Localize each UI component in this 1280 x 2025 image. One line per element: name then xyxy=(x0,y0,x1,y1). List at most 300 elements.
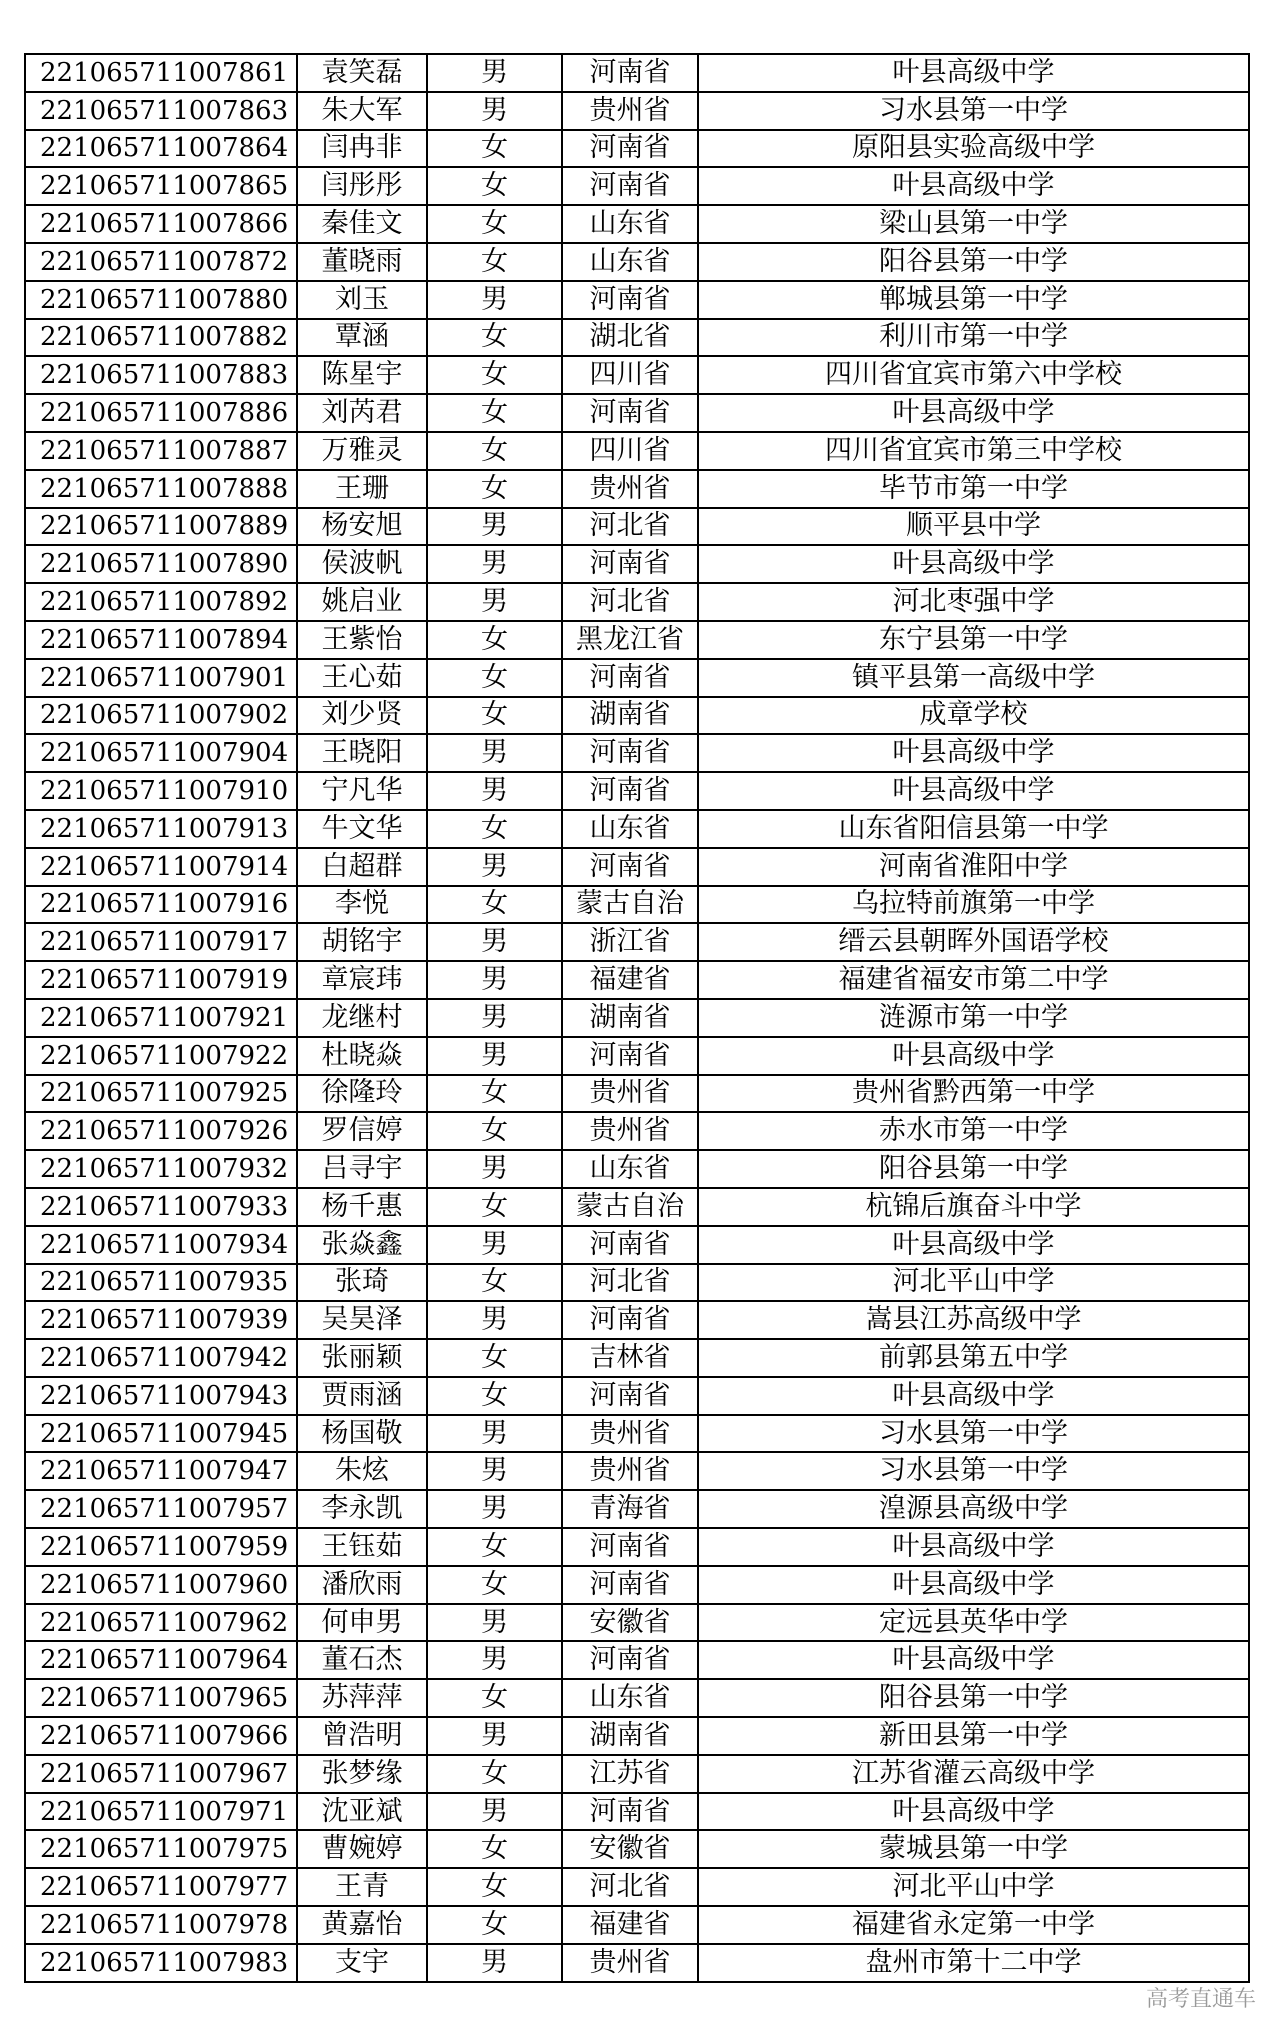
name-cell: 潘欣雨 xyxy=(297,1566,427,1604)
exam-number-cell: 221065711007883 xyxy=(25,356,297,394)
table-row xyxy=(25,1264,1249,1302)
exam-number-cell: 221065711007914 xyxy=(25,848,297,886)
gender-cell: 女 xyxy=(427,1868,562,1906)
gender-cell: 女 xyxy=(427,659,562,697)
table-row xyxy=(25,1150,1249,1188)
gender-cell: 女 xyxy=(427,356,562,394)
province-cell: 吉林省 xyxy=(562,1339,698,1377)
school-cell: 湟源县高级中学 xyxy=(698,1490,1249,1528)
province-cell: 湖南省 xyxy=(562,697,698,735)
school-cell: 河北平山中学 xyxy=(698,1868,1249,1906)
province-cell: 河北省 xyxy=(562,1264,698,1302)
province-cell: 河南省 xyxy=(562,1566,698,1604)
school-cell: 叶县高级中学 xyxy=(698,1377,1249,1415)
name-cell: 张琦 xyxy=(297,1264,427,1302)
exam-number-cell: 221065711007977 xyxy=(25,1868,297,1906)
exam-number-cell: 221065711007913 xyxy=(25,810,297,848)
province-cell: 河南省 xyxy=(562,1641,698,1679)
gender-cell: 女 xyxy=(427,1112,562,1150)
name-cell: 朱炫 xyxy=(297,1452,427,1490)
name-cell: 吴昊泽 xyxy=(297,1301,427,1339)
exam-number-cell: 221065711007872 xyxy=(25,243,297,281)
name-cell: 董石杰 xyxy=(297,1641,427,1679)
gender-cell: 女 xyxy=(427,470,562,508)
gender-cell: 男 xyxy=(427,1717,562,1755)
province-cell: 河北省 xyxy=(562,1868,698,1906)
name-cell: 曹婉婷 xyxy=(297,1830,427,1868)
name-cell: 白超群 xyxy=(297,848,427,886)
table-row xyxy=(25,659,1249,697)
gender-cell: 男 xyxy=(427,1944,562,1982)
name-cell: 杜晓焱 xyxy=(297,1037,427,1075)
name-cell: 袁笑磊 xyxy=(297,54,427,92)
table-row xyxy=(25,243,1249,281)
school-cell: 涟源市第一中学 xyxy=(698,999,1249,1037)
school-cell: 叶县高级中学 xyxy=(698,1037,1249,1075)
province-cell: 河南省 xyxy=(562,130,698,168)
school-cell: 新田县第一中学 xyxy=(698,1717,1249,1755)
gender-cell: 女 xyxy=(427,167,562,205)
exam-number-cell: 221065711007864 xyxy=(25,130,297,168)
province-cell: 河南省 xyxy=(562,1301,698,1339)
table-row xyxy=(25,1793,1249,1831)
province-cell: 河北省 xyxy=(562,508,698,546)
table-row xyxy=(25,1226,1249,1264)
table-row xyxy=(25,1112,1249,1150)
exam-number-cell: 221065711007921 xyxy=(25,999,297,1037)
gender-cell: 女 xyxy=(427,1755,562,1793)
gender-cell: 女 xyxy=(427,1075,562,1113)
name-cell: 王珊 xyxy=(297,470,427,508)
gender-cell: 男 xyxy=(427,1641,562,1679)
table-row xyxy=(25,281,1249,319)
province-cell: 山东省 xyxy=(562,1679,698,1717)
school-cell: 习水县第一中学 xyxy=(698,1415,1249,1453)
name-cell: 黄嘉怡 xyxy=(297,1906,427,1944)
table-row xyxy=(25,92,1249,130)
exam-number-cell: 221065711007960 xyxy=(25,1566,297,1604)
school-cell: 四川省宜宾市第三中学校 xyxy=(698,432,1249,470)
gender-cell: 女 xyxy=(427,697,562,735)
table-row xyxy=(25,1604,1249,1642)
province-cell: 蒙古自治 xyxy=(562,886,698,924)
name-cell: 胡铭宇 xyxy=(297,923,427,961)
table-row xyxy=(25,130,1249,168)
exam-number-cell: 221065711007890 xyxy=(25,545,297,583)
gender-cell: 男 xyxy=(427,772,562,810)
exam-number-cell: 221065711007865 xyxy=(25,167,297,205)
exam-number-cell: 221065711007922 xyxy=(25,1037,297,1075)
exam-number-cell: 221065711007978 xyxy=(25,1906,297,1944)
school-cell: 梁山县第一中学 xyxy=(698,205,1249,243)
name-cell: 李永凯 xyxy=(297,1490,427,1528)
name-cell: 沈亚斌 xyxy=(297,1793,427,1831)
name-cell: 杨安旭 xyxy=(297,508,427,546)
table-row xyxy=(25,54,1249,92)
province-cell: 黑龙江省 xyxy=(562,621,698,659)
province-cell: 河南省 xyxy=(562,1226,698,1264)
province-cell: 湖南省 xyxy=(562,999,698,1037)
table-row xyxy=(25,1944,1249,1982)
table-row xyxy=(25,1868,1249,1906)
table-row xyxy=(25,810,1249,848)
exam-number-cell: 221065711007919 xyxy=(25,961,297,999)
name-cell: 张丽颖 xyxy=(297,1339,427,1377)
gender-cell: 男 xyxy=(427,1301,562,1339)
exam-number-cell: 221065711007947 xyxy=(25,1452,297,1490)
province-cell: 河南省 xyxy=(562,54,698,92)
exam-number-cell: 221065711007942 xyxy=(25,1339,297,1377)
name-cell: 王心茹 xyxy=(297,659,427,697)
table-body xyxy=(25,54,1249,1982)
gender-cell: 男 xyxy=(427,1452,562,1490)
table-row xyxy=(25,848,1249,886)
name-cell: 秦佳文 xyxy=(297,205,427,243)
admission-table xyxy=(24,53,1250,1983)
name-cell: 朱大军 xyxy=(297,92,427,130)
name-cell: 王晓阳 xyxy=(297,734,427,772)
exam-number-cell: 221065711007967 xyxy=(25,1755,297,1793)
exam-number-cell: 221065711007886 xyxy=(25,394,297,432)
gender-cell: 女 xyxy=(427,1339,562,1377)
table-row xyxy=(25,508,1249,546)
exam-number-cell: 221065711007943 xyxy=(25,1377,297,1415)
school-cell: 河南省淮阳中学 xyxy=(698,848,1249,886)
gender-cell: 女 xyxy=(427,1830,562,1868)
table-row xyxy=(25,1415,1249,1453)
exam-number-cell: 221065711007892 xyxy=(25,583,297,621)
name-cell: 刘少贤 xyxy=(297,697,427,735)
gender-cell: 女 xyxy=(427,810,562,848)
gender-cell: 男 xyxy=(427,1604,562,1642)
exam-number-cell: 221065711007983 xyxy=(25,1944,297,1982)
school-cell: 叶县高级中学 xyxy=(698,772,1249,810)
school-cell: 叶县高级中学 xyxy=(698,394,1249,432)
province-cell: 河南省 xyxy=(562,281,698,319)
gender-cell: 男 xyxy=(427,848,562,886)
exam-number-cell: 221065711007888 xyxy=(25,470,297,508)
school-cell: 叶县高级中学 xyxy=(698,54,1249,92)
gender-cell: 男 xyxy=(427,923,562,961)
school-cell: 贵州省黔西第一中学 xyxy=(698,1075,1249,1113)
exam-number-cell: 221065711007901 xyxy=(25,659,297,697)
province-cell: 青海省 xyxy=(562,1490,698,1528)
exam-number-cell: 221065711007957 xyxy=(25,1490,297,1528)
exam-number-cell: 221065711007863 xyxy=(25,92,297,130)
province-cell: 贵州省 xyxy=(562,1112,698,1150)
province-cell: 湖南省 xyxy=(562,1717,698,1755)
school-cell: 习水县第一中学 xyxy=(698,92,1249,130)
gender-cell: 女 xyxy=(427,1566,562,1604)
name-cell: 宁凡华 xyxy=(297,772,427,810)
table-row xyxy=(25,1339,1249,1377)
gender-cell: 女 xyxy=(427,319,562,357)
name-cell: 牛文华 xyxy=(297,810,427,848)
province-cell: 安徽省 xyxy=(562,1830,698,1868)
gender-cell: 男 xyxy=(427,281,562,319)
exam-number-cell: 221065711007965 xyxy=(25,1679,297,1717)
school-cell: 阳谷县第一中学 xyxy=(698,1150,1249,1188)
exam-number-cell: 221065711007934 xyxy=(25,1226,297,1264)
gender-cell: 男 xyxy=(427,999,562,1037)
gender-cell: 男 xyxy=(427,1415,562,1453)
exam-number-cell: 221065711007925 xyxy=(25,1075,297,1113)
exam-number-cell: 221065711007866 xyxy=(25,205,297,243)
exam-number-cell: 221065711007932 xyxy=(25,1150,297,1188)
table-row xyxy=(25,432,1249,470)
gender-cell: 男 xyxy=(427,583,562,621)
name-cell: 侯波帆 xyxy=(297,545,427,583)
province-cell: 河南省 xyxy=(562,1037,698,1075)
table-row xyxy=(25,1906,1249,1944)
gender-cell: 女 xyxy=(427,1264,562,1302)
name-cell: 王紫怡 xyxy=(297,621,427,659)
province-cell: 贵州省 xyxy=(562,1944,698,1982)
table-row xyxy=(25,1830,1249,1868)
table-row xyxy=(25,1452,1249,1490)
name-cell: 何申男 xyxy=(297,1604,427,1642)
exam-number-cell: 221065711007861 xyxy=(25,54,297,92)
name-cell: 万雅灵 xyxy=(297,432,427,470)
gender-cell: 女 xyxy=(427,205,562,243)
name-cell: 贾雨涵 xyxy=(297,1377,427,1415)
table-row xyxy=(25,356,1249,394)
school-cell: 阳谷县第一中学 xyxy=(698,1679,1249,1717)
province-cell: 山东省 xyxy=(562,810,698,848)
gender-cell: 女 xyxy=(427,1528,562,1566)
gender-cell: 男 xyxy=(427,92,562,130)
province-cell: 安徽省 xyxy=(562,1604,698,1642)
school-cell: 叶县高级中学 xyxy=(698,1793,1249,1831)
exam-number-cell: 221065711007910 xyxy=(25,772,297,810)
table-row xyxy=(25,772,1249,810)
table-row xyxy=(25,1641,1249,1679)
school-cell: 嵩县江苏高级中学 xyxy=(698,1301,1249,1339)
gender-cell: 女 xyxy=(427,394,562,432)
table-row xyxy=(25,999,1249,1037)
school-cell: 叶县高级中学 xyxy=(698,1528,1249,1566)
exam-number-cell: 221065711007917 xyxy=(25,923,297,961)
province-cell: 四川省 xyxy=(562,356,698,394)
school-cell: 成章学校 xyxy=(698,697,1249,735)
gender-cell: 女 xyxy=(427,130,562,168)
school-cell: 叶县高级中学 xyxy=(698,1566,1249,1604)
school-cell: 前郭县第五中学 xyxy=(698,1339,1249,1377)
province-cell: 河南省 xyxy=(562,1793,698,1831)
table-row xyxy=(25,621,1249,659)
table-row xyxy=(25,394,1249,432)
name-cell: 刘玉 xyxy=(297,281,427,319)
exam-number-cell: 221065711007902 xyxy=(25,697,297,735)
exam-number-cell: 221065711007894 xyxy=(25,621,297,659)
gender-cell: 男 xyxy=(427,734,562,772)
name-cell: 覃涵 xyxy=(297,319,427,357)
school-cell: 叶县高级中学 xyxy=(698,734,1249,772)
exam-number-cell: 221065711007939 xyxy=(25,1301,297,1339)
gender-cell: 女 xyxy=(427,1679,562,1717)
school-cell: 杭锦后旗奋斗中学 xyxy=(698,1188,1249,1226)
name-cell: 曾浩明 xyxy=(297,1717,427,1755)
gender-cell: 男 xyxy=(427,54,562,92)
name-cell: 董晓雨 xyxy=(297,243,427,281)
province-cell: 河北省 xyxy=(562,583,698,621)
school-cell: 江苏省灌云高级中学 xyxy=(698,1755,1249,1793)
province-cell: 湖北省 xyxy=(562,319,698,357)
province-cell: 河南省 xyxy=(562,848,698,886)
gender-cell: 女 xyxy=(427,621,562,659)
gender-cell: 男 xyxy=(427,1150,562,1188)
name-cell: 李悦 xyxy=(297,886,427,924)
exam-number-cell: 221065711007962 xyxy=(25,1604,297,1642)
province-cell: 河南省 xyxy=(562,772,698,810)
exam-number-cell: 221065711007916 xyxy=(25,886,297,924)
name-cell: 杨国敬 xyxy=(297,1415,427,1453)
province-cell: 山东省 xyxy=(562,1150,698,1188)
province-cell: 福建省 xyxy=(562,961,698,999)
gender-cell: 女 xyxy=(427,1377,562,1415)
table-row xyxy=(25,545,1249,583)
school-cell: 赤水市第一中学 xyxy=(698,1112,1249,1150)
province-cell: 贵州省 xyxy=(562,1415,698,1453)
gender-cell: 女 xyxy=(427,432,562,470)
province-cell: 贵州省 xyxy=(562,92,698,130)
school-cell: 叶县高级中学 xyxy=(698,1226,1249,1264)
exam-number-cell: 221065711007935 xyxy=(25,1264,297,1302)
name-cell: 姚启业 xyxy=(297,583,427,621)
gender-cell: 女 xyxy=(427,886,562,924)
exam-number-cell: 221065711007971 xyxy=(25,1793,297,1831)
gender-cell: 男 xyxy=(427,508,562,546)
school-cell: 郸城县第一中学 xyxy=(698,281,1249,319)
school-cell: 阳谷县第一中学 xyxy=(698,243,1249,281)
name-cell: 徐隆玲 xyxy=(297,1075,427,1113)
school-cell: 缙云县朝晖外国语学校 xyxy=(698,923,1249,961)
gender-cell: 男 xyxy=(427,1226,562,1264)
name-cell: 章宸玮 xyxy=(297,961,427,999)
exam-number-cell: 221065711007933 xyxy=(25,1188,297,1226)
table-row xyxy=(25,1490,1249,1528)
table-row xyxy=(25,697,1249,735)
table-row xyxy=(25,1717,1249,1755)
name-cell: 杨千惠 xyxy=(297,1188,427,1226)
gender-cell: 男 xyxy=(427,1037,562,1075)
name-cell: 龙继村 xyxy=(297,999,427,1037)
table-row xyxy=(25,470,1249,508)
school-cell: 蒙城县第一中学 xyxy=(698,1830,1249,1868)
school-cell: 福建省永定第一中学 xyxy=(698,1906,1249,1944)
gender-cell: 男 xyxy=(427,961,562,999)
province-cell: 河南省 xyxy=(562,659,698,697)
school-cell: 利川市第一中学 xyxy=(698,319,1249,357)
school-cell: 习水县第一中学 xyxy=(698,1452,1249,1490)
province-cell: 贵州省 xyxy=(562,470,698,508)
school-cell: 镇平县第一高级中学 xyxy=(698,659,1249,697)
school-cell: 东宁县第一中学 xyxy=(698,621,1249,659)
name-cell: 吕寻宇 xyxy=(297,1150,427,1188)
table-row xyxy=(25,1377,1249,1415)
table-row xyxy=(25,1075,1249,1113)
school-cell: 叶县高级中学 xyxy=(698,167,1249,205)
exam-number-cell: 221065711007887 xyxy=(25,432,297,470)
province-cell: 贵州省 xyxy=(562,1452,698,1490)
table-row xyxy=(25,886,1249,924)
table-row xyxy=(25,583,1249,621)
table-row xyxy=(25,205,1249,243)
exam-number-cell: 221065711007975 xyxy=(25,1830,297,1868)
gender-cell: 男 xyxy=(427,545,562,583)
gender-cell: 女 xyxy=(427,243,562,281)
watermark-text: 高考直通车 xyxy=(1145,1987,1256,2012)
province-cell: 山东省 xyxy=(562,205,698,243)
school-cell: 乌拉特前旗第一中学 xyxy=(698,886,1249,924)
school-cell: 叶县高级中学 xyxy=(698,1641,1249,1679)
province-cell: 河南省 xyxy=(562,734,698,772)
province-cell: 山东省 xyxy=(562,243,698,281)
gender-cell: 女 xyxy=(427,1906,562,1944)
school-cell: 原阳县实验高级中学 xyxy=(698,130,1249,168)
school-cell: 河北平山中学 xyxy=(698,1264,1249,1302)
gender-cell: 男 xyxy=(427,1793,562,1831)
gender-cell: 男 xyxy=(427,1490,562,1528)
table-row xyxy=(25,1528,1249,1566)
province-cell: 河南省 xyxy=(562,1528,698,1566)
exam-number-cell: 221065711007959 xyxy=(25,1528,297,1566)
school-cell: 盘州市第十二中学 xyxy=(698,1944,1249,1982)
exam-number-cell: 221065711007880 xyxy=(25,281,297,319)
exam-number-cell: 221065711007964 xyxy=(25,1641,297,1679)
school-cell: 定远县英华中学 xyxy=(698,1604,1249,1642)
province-cell: 四川省 xyxy=(562,432,698,470)
table-row xyxy=(25,1188,1249,1226)
school-cell: 山东省阳信县第一中学 xyxy=(698,810,1249,848)
school-cell: 毕节市第一中学 xyxy=(698,470,1249,508)
name-cell: 张梦缘 xyxy=(297,1755,427,1793)
name-cell: 罗信婷 xyxy=(297,1112,427,1150)
name-cell: 支宇 xyxy=(297,1944,427,1982)
province-cell: 蒙古自治 xyxy=(562,1188,698,1226)
school-cell: 福建省福安市第二中学 xyxy=(698,961,1249,999)
name-cell: 闫彤彤 xyxy=(297,167,427,205)
exam-number-cell: 221065711007882 xyxy=(25,319,297,357)
school-cell: 四川省宜宾市第六中学校 xyxy=(698,356,1249,394)
table-row xyxy=(25,961,1249,999)
province-cell: 浙江省 xyxy=(562,923,698,961)
name-cell: 张焱鑫 xyxy=(297,1226,427,1264)
table-row xyxy=(25,734,1249,772)
name-cell: 陈星宇 xyxy=(297,356,427,394)
table-row xyxy=(25,923,1249,961)
province-cell: 江苏省 xyxy=(562,1755,698,1793)
province-cell: 福建省 xyxy=(562,1906,698,1944)
exam-number-cell: 221065711007904 xyxy=(25,734,297,772)
table-row xyxy=(25,1301,1249,1339)
table-row xyxy=(25,1755,1249,1793)
table-row xyxy=(25,167,1249,205)
school-cell: 叶县高级中学 xyxy=(698,545,1249,583)
table-row xyxy=(25,1037,1249,1075)
exam-number-cell: 221065711007926 xyxy=(25,1112,297,1150)
name-cell: 闫冉非 xyxy=(297,130,427,168)
name-cell: 刘芮君 xyxy=(297,394,427,432)
name-cell: 苏萍萍 xyxy=(297,1679,427,1717)
table-row xyxy=(25,319,1249,357)
exam-number-cell: 221065711007945 xyxy=(25,1415,297,1453)
school-cell: 河北枣强中学 xyxy=(698,583,1249,621)
province-cell: 河南省 xyxy=(562,167,698,205)
name-cell: 王青 xyxy=(297,1868,427,1906)
province-cell: 河南省 xyxy=(562,394,698,432)
gender-cell: 女 xyxy=(427,1188,562,1226)
